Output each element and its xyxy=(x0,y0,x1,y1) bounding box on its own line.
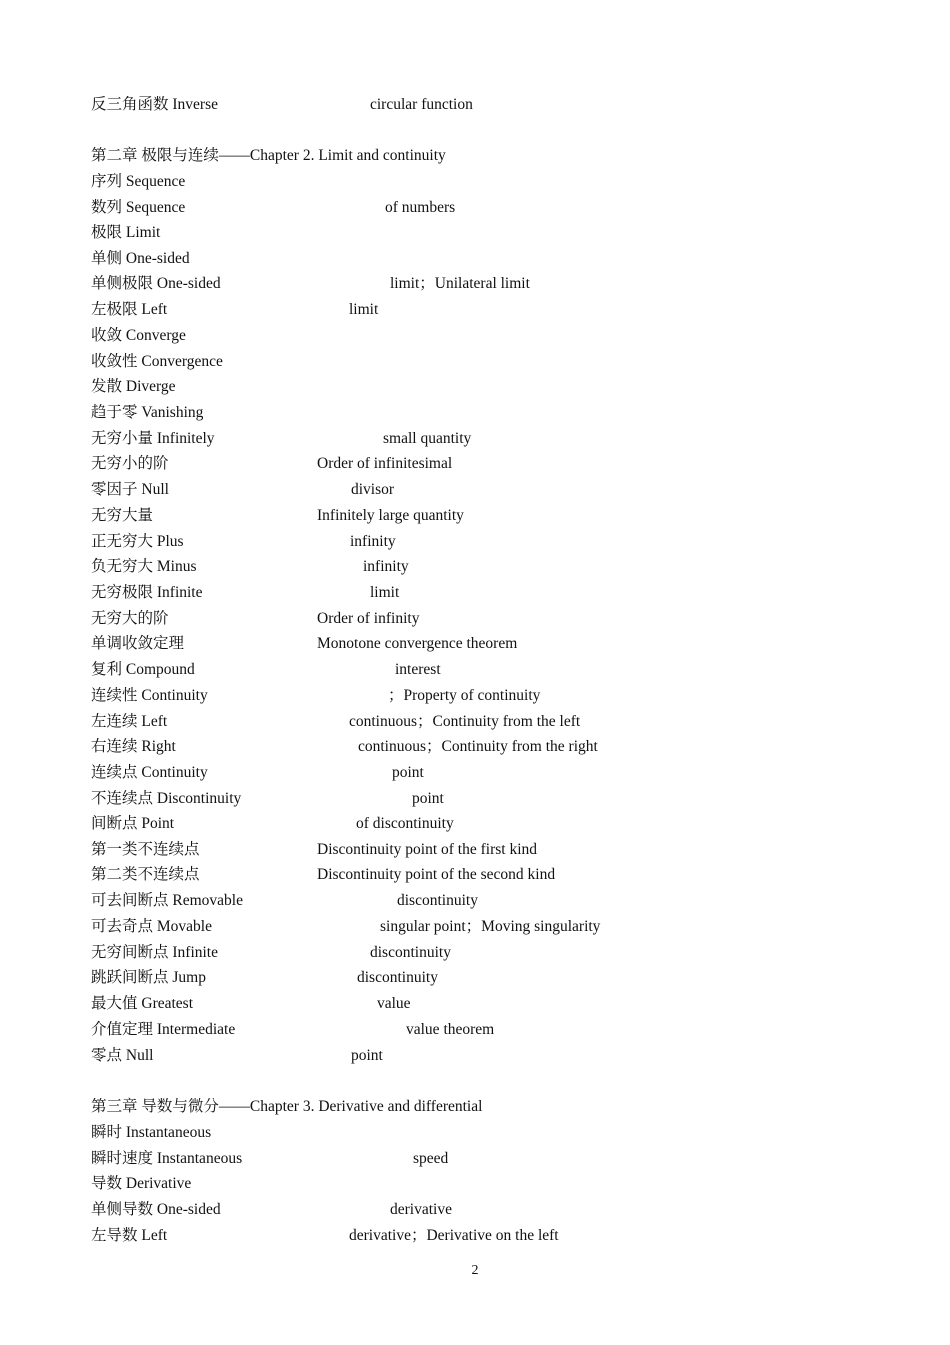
term-chinese: 左连续 Left xyxy=(91,713,168,730)
term-line xyxy=(0,248,950,270)
term-line xyxy=(0,402,950,424)
term-chinese: 间断点 Point xyxy=(91,815,175,832)
term-english: Infinitely large quantity xyxy=(317,507,464,524)
term-line xyxy=(0,864,950,886)
term-english: interest xyxy=(395,661,441,678)
term-line xyxy=(0,711,950,733)
term-line xyxy=(0,890,950,912)
term-line xyxy=(0,428,950,450)
term-chinese: 跳跃间断点 Jump xyxy=(91,969,206,986)
term-line xyxy=(0,839,950,861)
term-line xyxy=(0,222,950,244)
term-english: Order of infinity xyxy=(317,610,420,627)
term-chinese: 连续点 Continuity xyxy=(91,764,208,781)
term-english: infinity xyxy=(363,558,409,575)
term-chinese: 极限 Limit xyxy=(91,224,161,241)
term-chinese: 可去奇点 Movable xyxy=(91,918,212,935)
term-chinese: 序列 Sequence xyxy=(91,173,186,190)
term-english: point xyxy=(351,1047,383,1064)
term-english: of numbers xyxy=(385,199,456,216)
term-line xyxy=(0,299,950,321)
term-english: Order of infinitesimal xyxy=(317,455,453,472)
term-chinese: 连续性 Continuity xyxy=(91,687,208,704)
term-english: limit xyxy=(370,584,400,601)
term-line xyxy=(0,505,950,527)
term-line xyxy=(0,145,950,167)
term-line xyxy=(0,1173,950,1195)
term-chinese: 瞬时 Instantaneous xyxy=(91,1124,212,1141)
term-line xyxy=(0,94,950,116)
term-english: small quantity xyxy=(383,430,472,447)
term-line xyxy=(0,659,950,681)
term-english: speed xyxy=(413,1150,449,1167)
term-chinese: 正无穷大 Plus xyxy=(91,533,184,550)
term-english: point xyxy=(412,790,444,807)
term-line xyxy=(0,942,950,964)
term-line xyxy=(0,685,950,707)
term-english: derivative；Derivative on the left xyxy=(349,1227,559,1244)
term-english: of discontinuity xyxy=(356,815,454,832)
term-english: discontinuity xyxy=(397,892,478,909)
term-english: limit xyxy=(349,301,379,318)
term-line xyxy=(0,1096,950,1118)
term-line xyxy=(0,376,950,398)
page-number: 2 xyxy=(471,1263,479,1278)
term-chinese: 无穷间断点 Infinite xyxy=(91,944,218,961)
term-chinese: 单侧极限 One-sided xyxy=(91,275,221,292)
term-chinese: 导数 Derivative xyxy=(91,1175,192,1192)
term-chinese: 瞬时速度 Instantaneous xyxy=(91,1150,243,1167)
term-chinese: 反三角函数 Inverse xyxy=(91,96,218,113)
term-english: infinity xyxy=(350,533,396,550)
term-english: discontinuity xyxy=(370,944,451,961)
term-english: divisor xyxy=(351,481,395,498)
term-line xyxy=(0,531,950,553)
term-line xyxy=(0,556,950,578)
term-chinese: 单侧导数 One-sided xyxy=(91,1201,221,1218)
term-chinese: 零因子 Null xyxy=(91,481,169,498)
term-chinese: 无穷大的阶 xyxy=(91,610,169,627)
term-chinese: 最大值 Greatest xyxy=(91,995,194,1012)
term-line xyxy=(0,479,950,501)
term-line xyxy=(0,197,950,219)
term-line xyxy=(0,171,950,193)
term-english: derivative xyxy=(390,1201,452,1218)
term-chinese: 零点 Null xyxy=(91,1047,154,1064)
term-line xyxy=(0,916,950,938)
term-chinese: 无穷大量 xyxy=(91,507,154,524)
term-chinese: 单侧 One-sided xyxy=(91,250,190,267)
term-line xyxy=(0,633,950,655)
term-line xyxy=(0,967,950,989)
term-chinese: 发散 Diverge xyxy=(91,378,176,395)
term-chinese: 可去间断点 Removable xyxy=(91,892,243,909)
term-english: continuous；Continuity from the right xyxy=(358,738,598,755)
term-line xyxy=(0,993,950,1015)
term-line xyxy=(0,736,950,758)
term-chinese: 第一类不连续点 xyxy=(91,841,200,858)
term-line xyxy=(0,1019,950,1041)
term-line xyxy=(0,1045,950,1067)
term-line xyxy=(0,582,950,604)
term-english: point xyxy=(392,764,424,781)
term-english: Discontinuity point of the second kind xyxy=(317,866,556,883)
term-line xyxy=(0,788,950,810)
term-chinese: 左极限 Left xyxy=(91,301,168,318)
term-english: discontinuity xyxy=(357,969,438,986)
term-chinese: 无穷小的阶 xyxy=(91,455,169,472)
term-line xyxy=(0,762,950,784)
term-chinese: 介值定理 Intermediate xyxy=(91,1021,236,1038)
term-english: value theorem xyxy=(406,1021,495,1038)
term-line xyxy=(0,1148,950,1170)
term-chinese: 右连续 Right xyxy=(91,738,176,755)
term-line xyxy=(0,1122,950,1144)
term-line xyxy=(0,813,950,835)
term-chinese: 趋于零 Vanishing xyxy=(91,404,204,421)
term-chinese: 单调收敛定理 xyxy=(91,635,185,652)
term-line xyxy=(0,1199,950,1221)
term-english: ；Property of continuity xyxy=(388,687,541,704)
term-line xyxy=(0,453,950,475)
term-chinese: 复利 Compound xyxy=(91,661,195,678)
term-line xyxy=(0,273,950,295)
term-line xyxy=(0,608,950,630)
term-chinese: 第二章 极限与连续——Chapter 2. Limit and continuity xyxy=(91,147,446,164)
term-english: Discontinuity point of the first kind xyxy=(317,841,537,858)
term-line xyxy=(0,325,950,347)
term-chinese: 数列 Sequence xyxy=(91,199,186,216)
term-chinese: 第二类不连续点 xyxy=(91,866,200,883)
term-chinese: 收敛性 Convergence xyxy=(91,353,223,370)
term-english: Monotone convergence theorem xyxy=(317,635,518,652)
term-chinese: 第三章 导数与微分——Chapter 3. Derivative and differential xyxy=(91,1098,483,1115)
term-english: value xyxy=(377,995,411,1012)
term-english: limit；Unilateral limit xyxy=(390,275,530,292)
term-line xyxy=(0,1225,950,1247)
term-chinese: 负无穷大 Minus xyxy=(91,558,197,575)
term-chinese: 不连续点 Discontinuity xyxy=(91,790,242,807)
term-line xyxy=(0,351,950,373)
term-chinese: 无穷小量 Infinitely xyxy=(91,430,215,447)
term-chinese: 无穷极限 Infinite xyxy=(91,584,203,601)
term-english: continuous；Continuity from the left xyxy=(349,713,581,730)
term-chinese: 左导数 Left xyxy=(91,1227,168,1244)
term-english: circular function xyxy=(370,96,473,113)
term-english: singular point；Moving singularity xyxy=(380,918,601,935)
term-chinese: 收敛 Converge xyxy=(91,327,186,344)
